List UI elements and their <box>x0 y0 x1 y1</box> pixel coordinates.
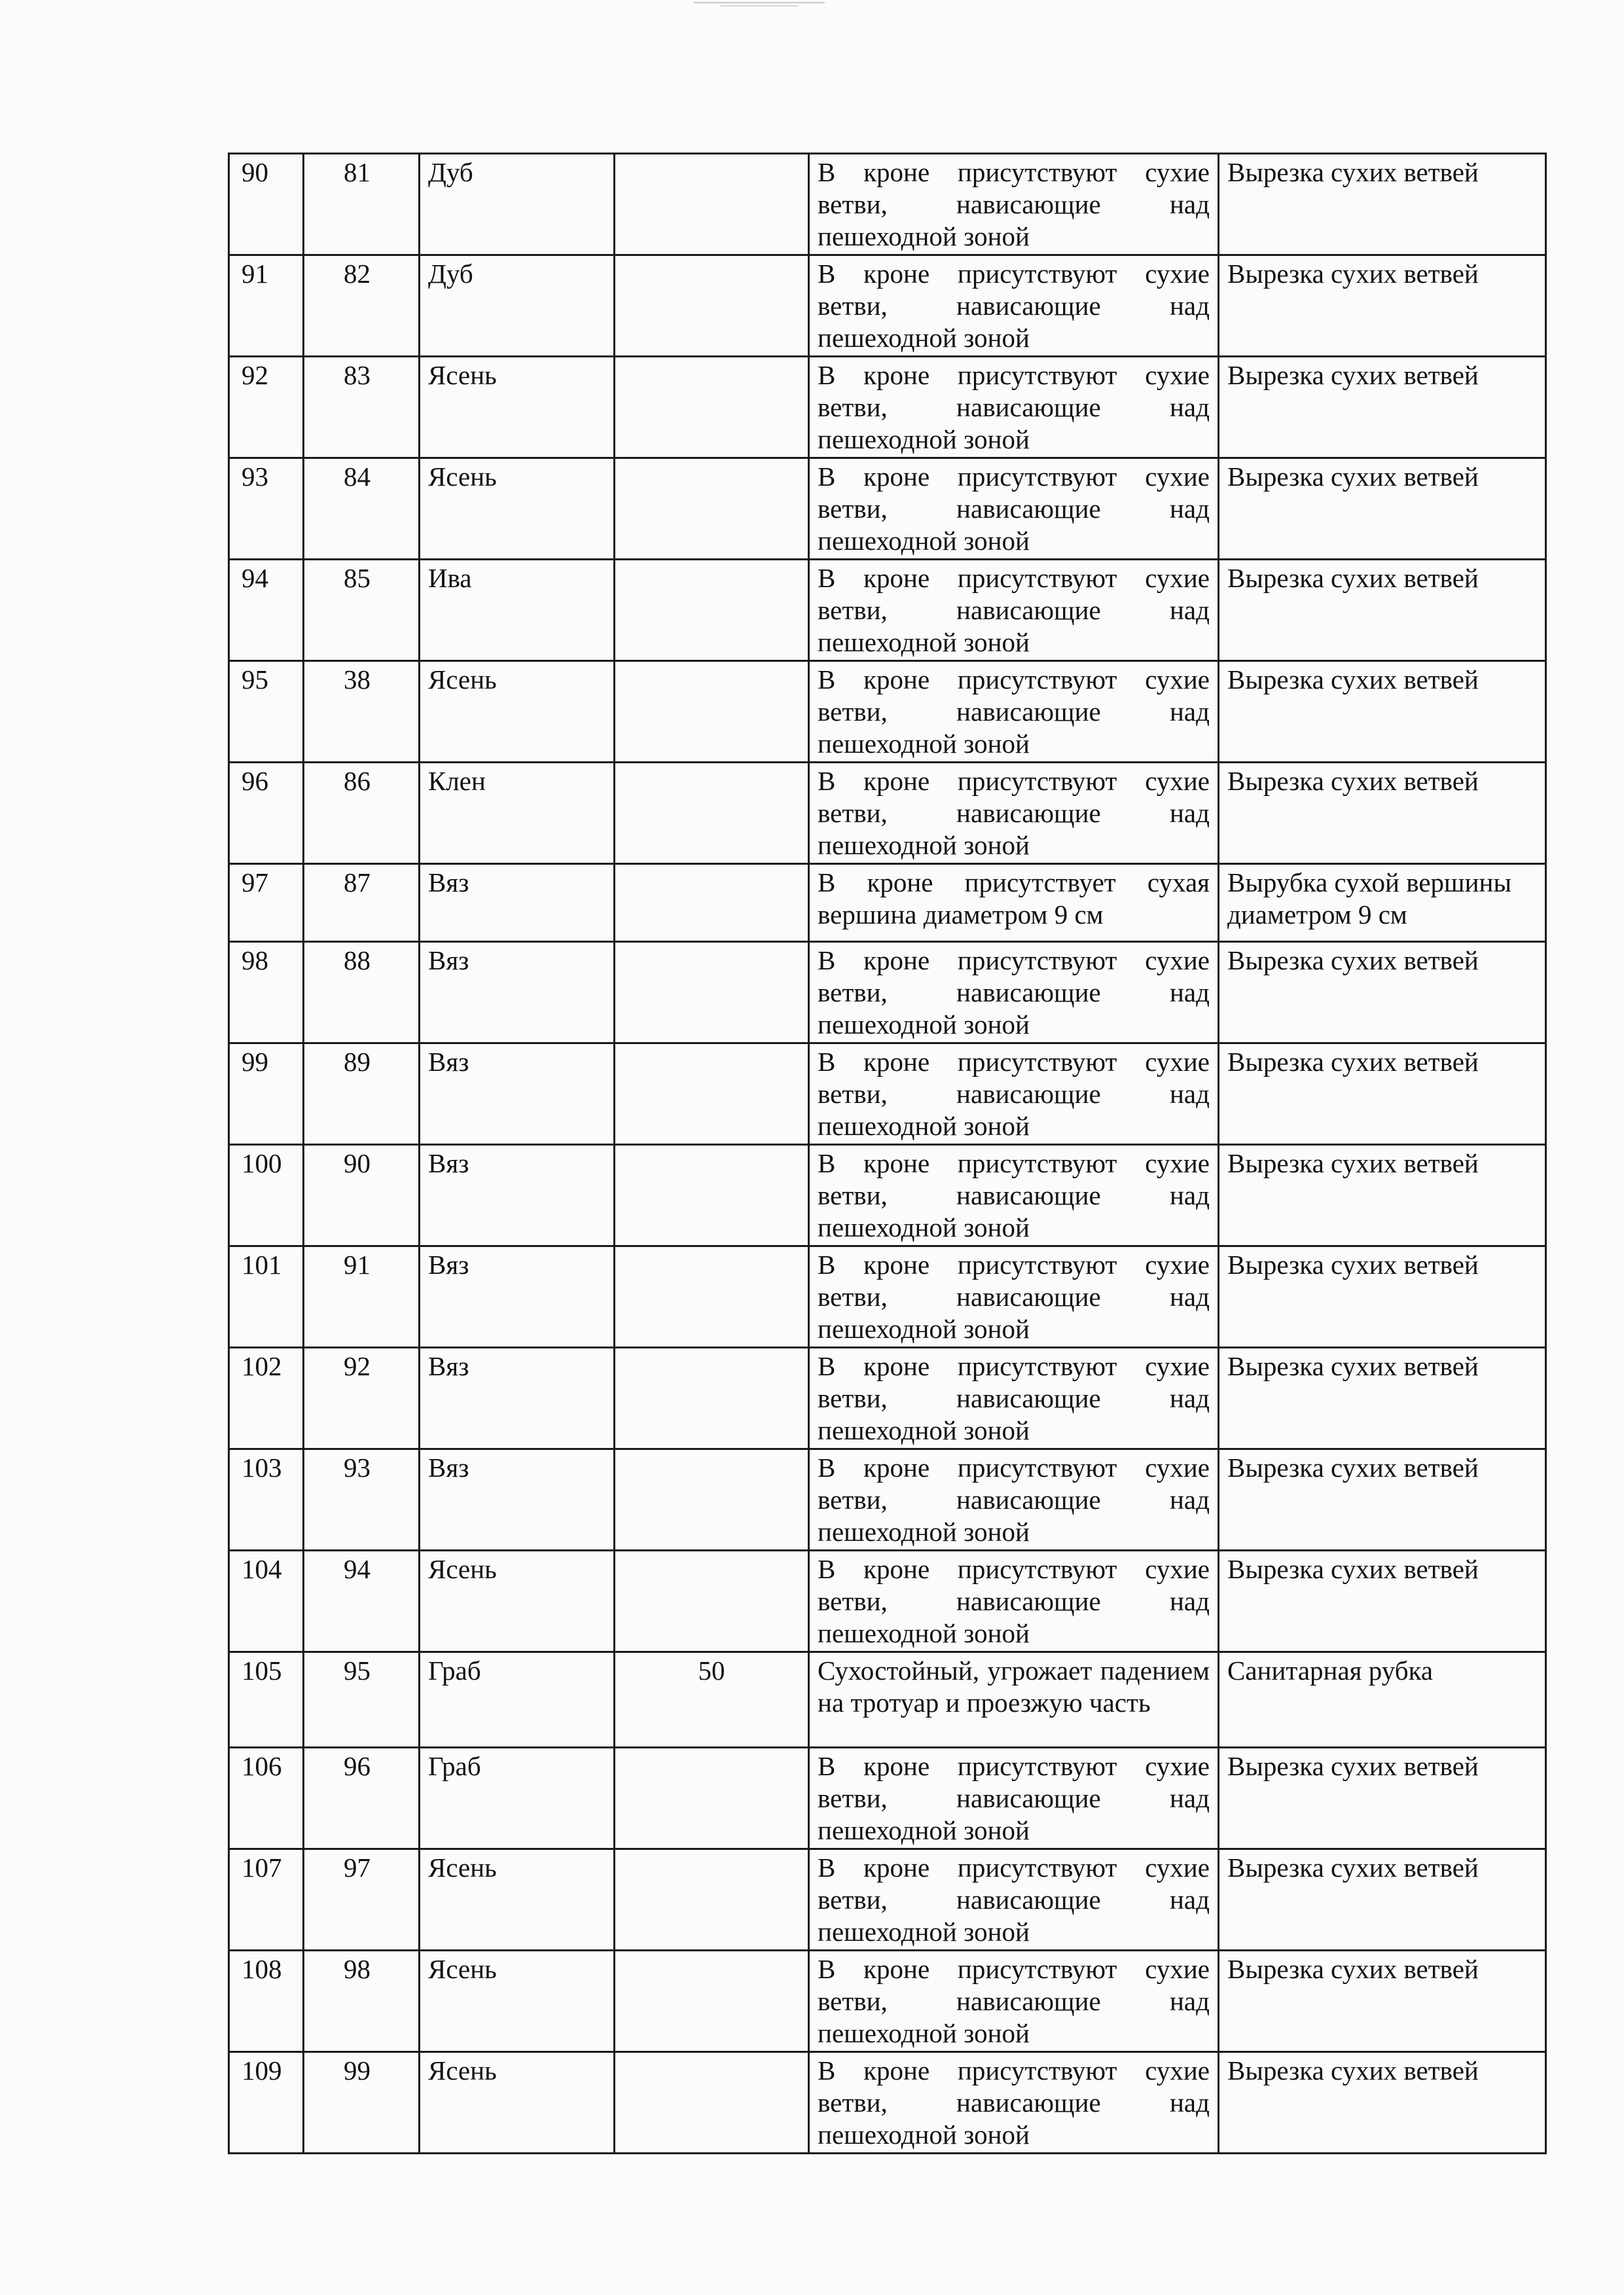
diameter-cell <box>615 1449 809 1551</box>
recommended-action-cell: Вырезка сухих ветвей <box>1219 942 1546 1043</box>
row-number-cell: 100 <box>229 1145 304 1246</box>
row-number-cell: 102 <box>229 1348 304 1449</box>
species-cell: Дуб <box>420 154 615 255</box>
species-cell: Вяз <box>420 864 615 942</box>
diameter-cell <box>615 357 809 458</box>
row-number-cell: 94 <box>229 560 304 661</box>
diameter-cell <box>615 864 809 942</box>
diameter-cell <box>615 255 809 357</box>
table-row <box>229 154 1546 255</box>
condition-description-cell: В кроне присутствуют сухие ветви, нависающие над пешеходной зоной <box>809 1348 1219 1449</box>
tree-id-cell: 84 <box>304 458 420 560</box>
species-cell: Ясень <box>420 458 615 560</box>
species-cell: Клен <box>420 763 615 864</box>
diameter-cell <box>615 1551 809 1652</box>
diameter-cell <box>615 458 809 560</box>
tree-id-cell: 96 <box>304 1748 420 1849</box>
table-row <box>229 1449 1546 1551</box>
row-number-cell: 91 <box>229 255 304 357</box>
row-number-cell: 108 <box>229 1951 304 2052</box>
condition-description-cell: В кроне присутствуют сухие ветви, нависающие над пешеходной зоной <box>809 1849 1219 1951</box>
row-number-cell: 97 <box>229 864 304 942</box>
species-cell: Ясень <box>420 661 615 763</box>
table-row <box>229 1348 1546 1449</box>
row-number-cell: 92 <box>229 357 304 458</box>
recommended-action-cell: Вырезка сухих ветвей <box>1219 1348 1546 1449</box>
recommended-action-cell: Вырубка сухой вершины диаметром 9 см <box>1219 864 1546 942</box>
species-cell: Ясень <box>420 1551 615 1652</box>
condition-description-cell: В кроне присутствуют сухие ветви, нависающие над пешеходной зоной <box>809 1246 1219 1348</box>
row-number-cell: 98 <box>229 942 304 1043</box>
scan-artifact <box>694 0 825 9</box>
recommended-action-cell: Вырезка сухих ветвей <box>1219 1145 1546 1246</box>
row-number-cell: 96 <box>229 763 304 864</box>
recommended-action-cell: Вырезка сухих ветвей <box>1219 1849 1546 1951</box>
recommended-action-cell: Санитарная рубка <box>1219 1652 1546 1748</box>
row-number-cell: 93 <box>229 458 304 560</box>
condition-description-cell: В кроне присутствуют сухие ветви, нависающие над пешеходной зоной <box>809 661 1219 763</box>
row-number-cell: 104 <box>229 1551 304 1652</box>
species-cell: Ясень <box>420 357 615 458</box>
condition-description-cell: В кроне присутствуют сухие ветви, нависающие над пешеходной зоной <box>809 1449 1219 1551</box>
table-row <box>229 1849 1546 1951</box>
condition-description-cell: В кроне присутствуют сухие ветви, нависающие над пешеходной зоной <box>809 255 1219 357</box>
tree-id-cell: 86 <box>304 763 420 864</box>
row-number-cell: 103 <box>229 1449 304 1551</box>
row-number-cell: 106 <box>229 1748 304 1849</box>
tree-inventory-table <box>228 153 1547 2154</box>
tree-id-cell: 38 <box>304 661 420 763</box>
row-number-cell: 90 <box>229 154 304 255</box>
diameter-cell: 50 <box>615 1652 809 1748</box>
recommended-action-cell: Вырезка сухих ветвей <box>1219 1246 1546 1348</box>
table-row <box>229 763 1546 864</box>
tree-id-cell: 89 <box>304 1043 420 1145</box>
tree-id-cell: 83 <box>304 357 420 458</box>
species-cell: Граб <box>420 1652 615 1748</box>
table-row <box>229 1748 1546 1849</box>
table-body <box>229 154 1546 2154</box>
table-row <box>229 2052 1546 2154</box>
tree-id-cell: 85 <box>304 560 420 661</box>
table-row <box>229 255 1546 357</box>
row-number-cell: 107 <box>229 1849 304 1951</box>
condition-description-cell: В кроне присутствуют сухие ветви, нависающие над пешеходной зоной <box>809 154 1219 255</box>
row-number-cell: 105 <box>229 1652 304 1748</box>
recommended-action-cell: Вырезка сухих ветвей <box>1219 1951 1546 2052</box>
recommended-action-cell: Вырезка сухих ветвей <box>1219 1043 1546 1145</box>
tree-id-cell: 99 <box>304 2052 420 2154</box>
tree-id-cell: 90 <box>304 1145 420 1246</box>
recommended-action-cell: Вырезка сухих ветвей <box>1219 1748 1546 1849</box>
tree-id-cell: 98 <box>304 1951 420 2052</box>
species-cell: Ясень <box>420 2052 615 2154</box>
species-cell: Вяз <box>420 1043 615 1145</box>
recommended-action-cell: Вырезка сухих ветвей <box>1219 560 1546 661</box>
table-row <box>229 1551 1546 1652</box>
tree-id-cell: 97 <box>304 1849 420 1951</box>
diameter-cell <box>615 1145 809 1246</box>
diameter-cell <box>615 1748 809 1849</box>
species-cell: Ива <box>420 560 615 661</box>
table-row <box>229 1043 1546 1145</box>
diameter-cell <box>615 661 809 763</box>
species-cell: Вяз <box>420 1145 615 1246</box>
condition-description-cell: В кроне присутствуют сухие ветви, нависающие над пешеходной зоной <box>809 1551 1219 1652</box>
row-number-cell: 109 <box>229 2052 304 2154</box>
recommended-action-cell: Вырезка сухих ветвей <box>1219 154 1546 255</box>
condition-description-cell: В кроне присутствуют сухие ветви, нависающие над пешеходной зоной <box>809 2052 1219 2154</box>
species-cell: Вяз <box>420 1246 615 1348</box>
row-number-cell: 99 <box>229 1043 304 1145</box>
condition-description-cell: Сухостойный, угрожает падением на тротуар и проезжую часть <box>809 1652 1219 1748</box>
condition-description-cell: В кроне присутствуют сухие ветви, нависающие над пешеходной зоной <box>809 942 1219 1043</box>
tree-id-cell: 95 <box>304 1652 420 1748</box>
recommended-action-cell: Вырезка сухих ветвей <box>1219 1449 1546 1551</box>
tree-id-cell: 88 <box>304 942 420 1043</box>
row-number-cell: 95 <box>229 661 304 763</box>
recommended-action-cell: Вырезка сухих ветвей <box>1219 2052 1546 2154</box>
condition-description-cell: В кроне присутствуют сухие ветви, нависающие над пешеходной зоной <box>809 357 1219 458</box>
table-row <box>229 1145 1546 1246</box>
species-cell: Ясень <box>420 1951 615 2052</box>
species-cell: Ясень <box>420 1849 615 1951</box>
condition-description-cell: В кроне присутствуют сухие ветви, нависающие над пешеходной зоной <box>809 1951 1219 2052</box>
diameter-cell <box>615 2052 809 2154</box>
table-row <box>229 661 1546 763</box>
tree-id-cell: 81 <box>304 154 420 255</box>
table-row <box>229 864 1546 942</box>
diameter-cell <box>615 1246 809 1348</box>
diameter-cell <box>615 1951 809 2052</box>
diameter-cell <box>615 1849 809 1951</box>
recommended-action-cell: Вырезка сухих ветвей <box>1219 1551 1546 1652</box>
tree-id-cell: 87 <box>304 864 420 942</box>
table-row <box>229 560 1546 661</box>
tree-id-cell: 93 <box>304 1449 420 1551</box>
diameter-cell <box>615 560 809 661</box>
table-row <box>229 942 1546 1043</box>
table-row <box>229 357 1546 458</box>
tree-id-cell: 94 <box>304 1551 420 1652</box>
condition-description-cell: В кроне присутствуют сухие ветви, нависающие над пешеходной зоной <box>809 763 1219 864</box>
diameter-cell <box>615 763 809 864</box>
condition-description-cell: В кроне присутствуют сухие ветви, нависающие над пешеходной зоной <box>809 1748 1219 1849</box>
condition-description-cell: В кроне присутствуют сухие ветви, нависающие над пешеходной зоной <box>809 458 1219 560</box>
recommended-action-cell: Вырезка сухих ветвей <box>1219 357 1546 458</box>
condition-description-cell: В кроне присутствует сухая вершина диаметром 9 см <box>809 864 1219 942</box>
diameter-cell <box>615 154 809 255</box>
tree-id-cell: 92 <box>304 1348 420 1449</box>
recommended-action-cell: Вырезка сухих ветвей <box>1219 458 1546 560</box>
condition-description-cell: В кроне присутствуют сухие ветви, нависающие над пешеходной зоной <box>809 1145 1219 1246</box>
recommended-action-cell: Вырезка сухих ветвей <box>1219 661 1546 763</box>
condition-description-cell: В кроне присутствуют сухие ветви, нависающие над пешеходной зоной <box>809 1043 1219 1145</box>
species-cell: Граб <box>420 1748 615 1849</box>
diameter-cell <box>615 942 809 1043</box>
table-row <box>229 458 1546 560</box>
row-number-cell: 101 <box>229 1246 304 1348</box>
condition-description-cell: В кроне присутствуют сухие ветви, нависающие над пешеходной зоной <box>809 560 1219 661</box>
diameter-cell <box>615 1348 809 1449</box>
table-row <box>229 1246 1546 1348</box>
table-row <box>229 1951 1546 2052</box>
species-cell: Вяз <box>420 1449 615 1551</box>
species-cell: Вяз <box>420 942 615 1043</box>
species-cell: Дуб <box>420 255 615 357</box>
species-cell: Вяз <box>420 1348 615 1449</box>
tree-id-cell: 91 <box>304 1246 420 1348</box>
tree-id-cell: 82 <box>304 255 420 357</box>
recommended-action-cell: Вырезка сухих ветвей <box>1219 255 1546 357</box>
table-row <box>229 1652 1546 1748</box>
diameter-cell <box>615 1043 809 1145</box>
recommended-action-cell: Вырезка сухих ветвей <box>1219 763 1546 864</box>
